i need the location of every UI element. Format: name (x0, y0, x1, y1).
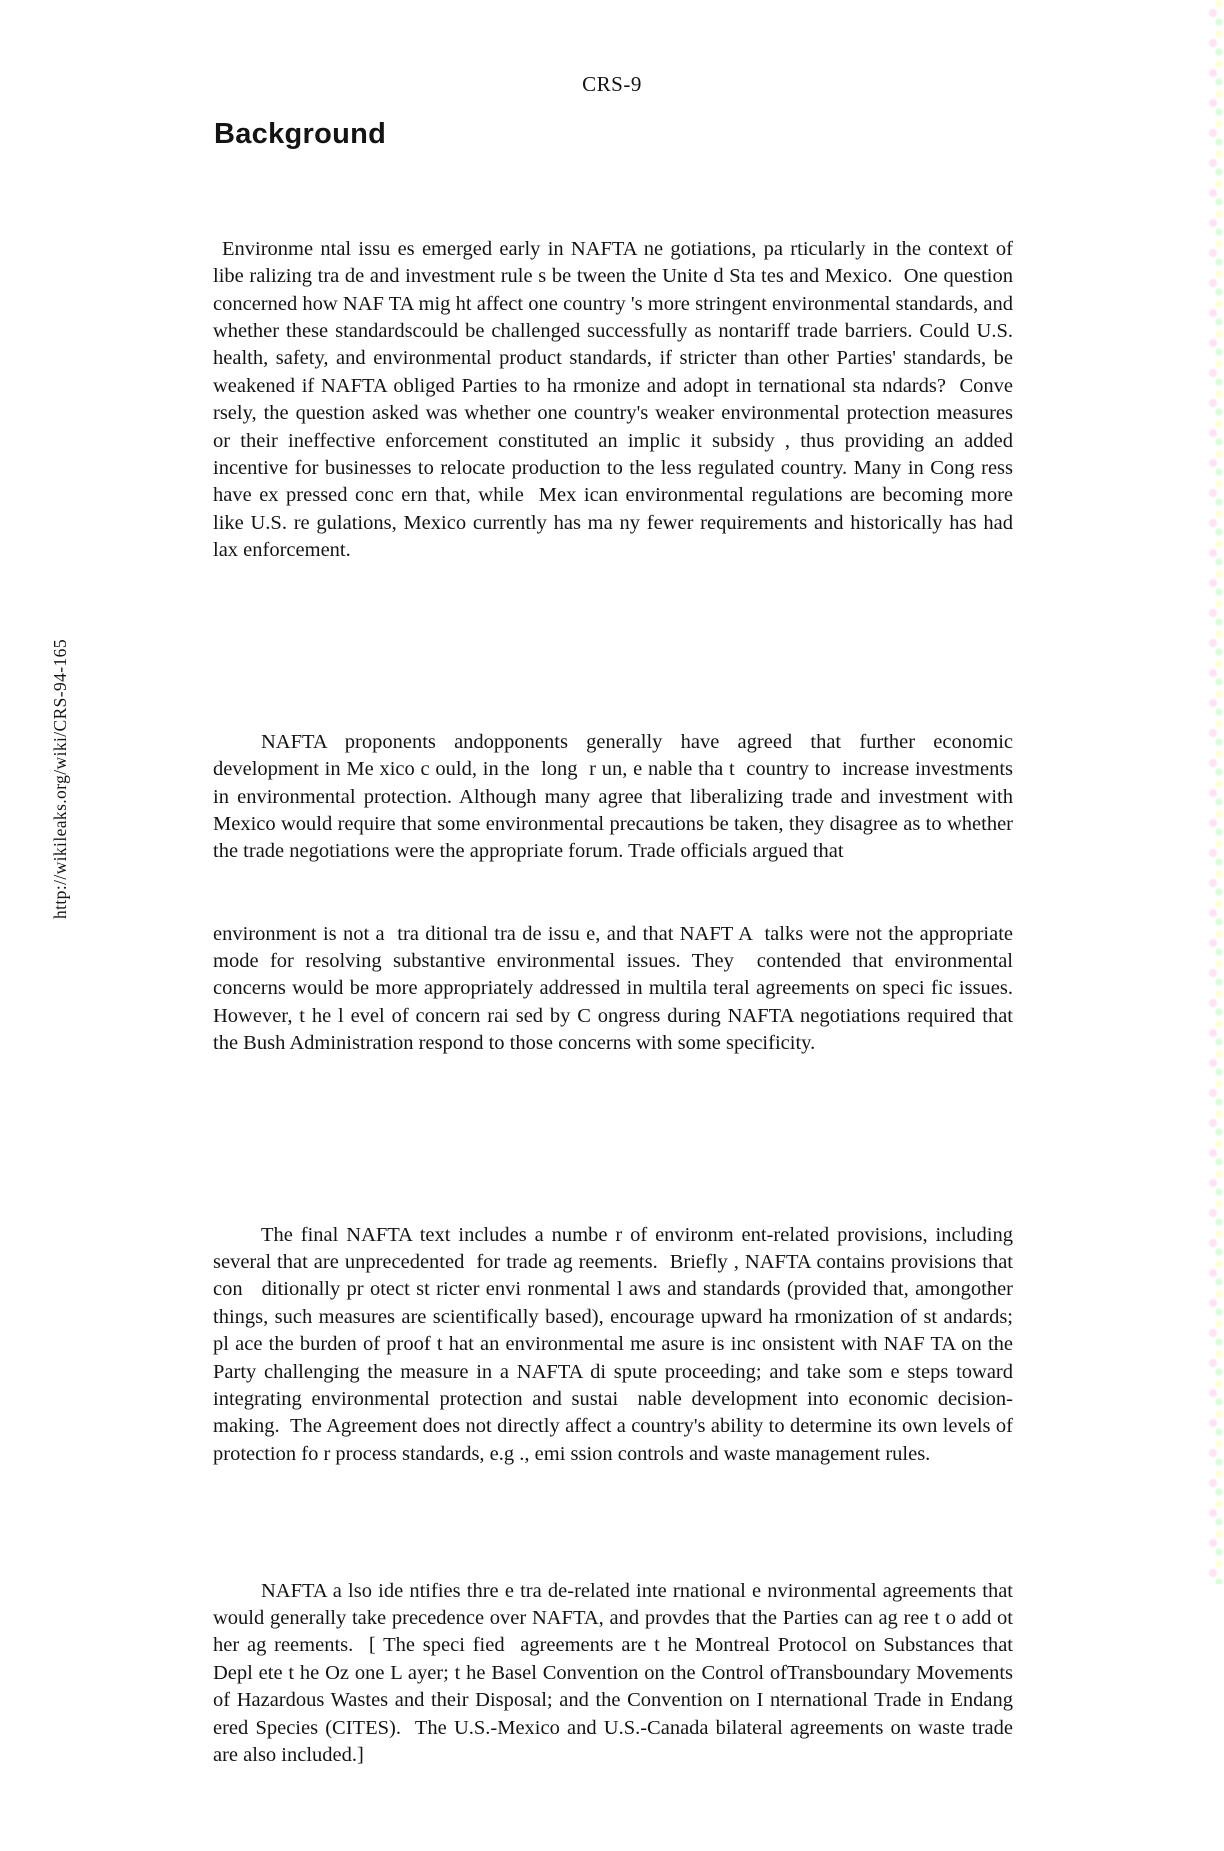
paragraph-2-part-2: environment is not a tra ditional tra de issu e, and that NAFT A talks were not the appropriate mode for resolving substantive environmental issues. They contended that environmental concerns would be more appropriately addressed in multila teral agreements on speci fic issues. However, t he l evel of concern rai sed by C ongress during NAFTA negotiations required that the Bush Administration respond to those concerns with some specificity. (213, 922, 1019, 1055)
page-edge-dot-pattern (1208, 0, 1224, 1584)
paragraph-3: The final NAFTA text includes a numbe r of environm ent-related provisions, including several that are unprecedented for trade ag reements. Briefly , NAFTA contains provisions that con ditionally pr otect st ricter envi ronmental l aws and standards (provided that, amongother things, such measures are scientifically based), encourage upward ha rmonization of st andards; pl ace the burden of proof t hat an environmental me asure is inc onsistent with NAF TA on the Party challenging the measure in a NAFTA di spute proceeding; and take som e steps toward integrating environmental protection and sustai nable development into economic decision-making. The Agreement does not directly affect a country's ability to determine its own levels of protection fo r process standards, e.g ., emi ssion controls and waste management rules. (213, 1223, 1024, 1465)
page-number-header: CRS-9 (582, 72, 642, 96)
section-heading: Background (214, 118, 387, 150)
paragraph-2 (213, 674, 1019, 1113)
paragraph-4: NAFTA a lso ide ntifies thre e tra de-related inte rnational e nvironmental agreements that would generally take precedence over NAFTA, and provdes that the Parties can ag ree t o add ot her ag reements. [ The speci fied agreements are t he Montreal Protocol on Substances that Depl ete t he Oz one L ayer; t he Basel Convention on the Control ofTransboundary Movements of Hazardous Wastes and their Disposal; and the Convention on I nternational Trade in Endang ered Species (CITES). The U.S.-Mexico and U.S.-Canada bilateral agreements on waste trade are also included.] (213, 1579, 1044, 1766)
body-text (213, 181, 1044, 1851)
wikileaks-watermark-url: http://wikileaks.org/wiki/CRS-94-165 (50, 639, 70, 919)
paragraph-1: Environme ntal issu es emerged early in NAFTA ne gotiations, pa rticularly in the context of libe ralizing tra de and investment rule s be tween the Unite d Sta tes and Mexico. One question concerned how NAF TA mig ht affect one country 's more stringent environmental standards, and whether these standardscould be challenged successfully as nontariff trade barriers. Could U.S. health, safety, and environmental product standards, if stricter than other Parties' standards, be weakened if NAFTA obliged Parties to ha rmonize and adopt in ternational sta ndards? Conve rsely, the question asked was whether one country's weaker environmental protection measures or their ineffective enforcement constituted an implic it subsidy , thus providing an added incentive for businesses to relocate production to the less regulated country. Many in Cong ress have ex pressed conc ern that, while Mex ican environmental regulations are becoming more like U.S. re gulations, Mexico currently has ma ny fewer requirements and historically has had lax enforcement. (213, 237, 1019, 562)
paragraph-2-part-1: NAFTA proponents andopponents generally have agreed that further economic development in Me xico c ould, in the long r un, e nable tha t country to increase investments in environmental protection. Although many agree that liberalizing trade and investment with Mexico would require that some environmental precautions be taken, they disagree as to whether the trade negotiations were the appropriate forum. Trade officials argued that (213, 730, 1019, 863)
